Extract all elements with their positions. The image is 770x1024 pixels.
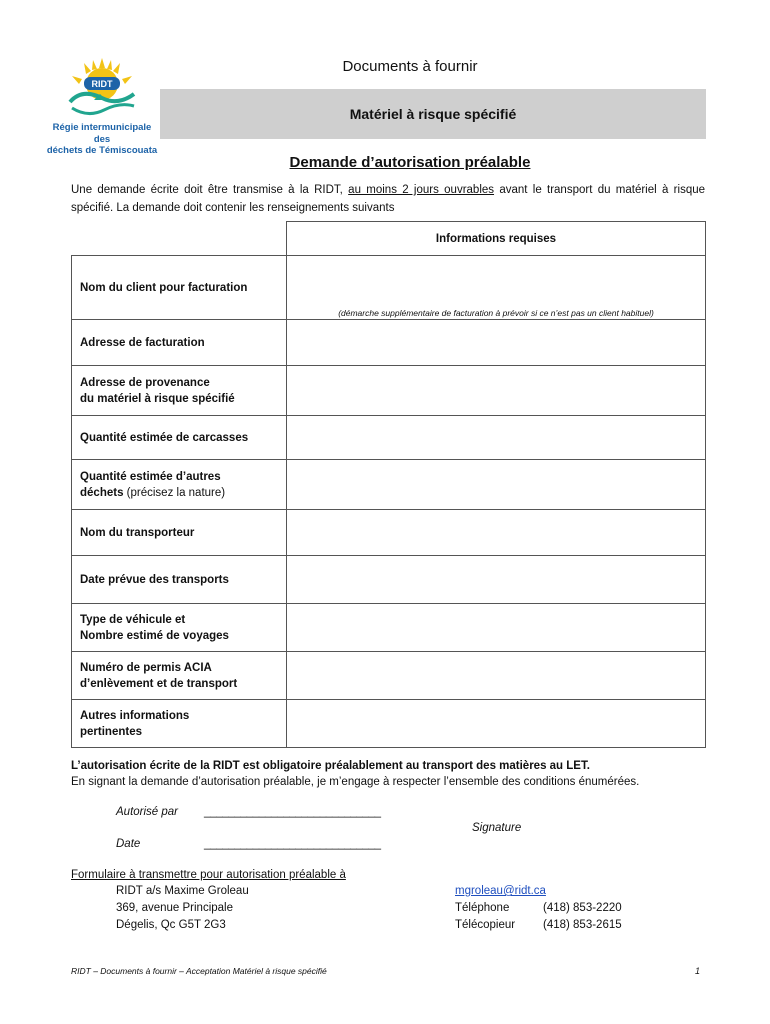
authorized-by-label: Autorisé par — [116, 806, 179, 818]
row-label-other-info: Autres informations pertinentes — [72, 700, 287, 748]
field-transport-date[interactable] — [287, 556, 706, 604]
field-carrier-name[interactable] — [287, 510, 706, 556]
phone-number: (418) 853-2220 — [543, 902, 622, 914]
row-label-carrier-name: Nom du transporteur — [72, 510, 287, 556]
contact-channels — [455, 883, 622, 934]
signature-label: Signature — [472, 822, 522, 834]
table-row — [72, 460, 706, 510]
contact-name: RIDT a/s Maxime Groleau — [116, 885, 249, 897]
table-row — [72, 320, 706, 366]
table-corner — [72, 222, 287, 256]
date-line[interactable]: _____________________________ — [204, 838, 381, 850]
page-footer: RIDT – Documents à fournir – Acceptation Matériel à risque spécifié — [71, 966, 327, 976]
row-label-carcass-quantity: Quantité estimée de carcasses — [72, 416, 287, 460]
table-header-row — [72, 222, 706, 256]
intro-before: Une demande écrite doit être transmise à la RIDT, — [71, 184, 349, 196]
page-number: 1 — [695, 966, 701, 976]
phone-label: Téléphone — [455, 902, 510, 914]
logo-caption — [46, 122, 158, 157]
field-permit-number[interactable] — [287, 652, 706, 700]
authorized-by-line[interactable]: _____________________________ — [204, 806, 381, 818]
table-row — [72, 700, 706, 748]
field-client-name[interactable] — [287, 256, 706, 320]
subtitle: Matériel à risque spécifié — [349, 106, 517, 122]
row-label-other-waste: Quantité estimée d’autres déchets (précisez la nature) — [72, 460, 287, 510]
table-row — [72, 556, 706, 604]
logo-caption-line2: déchets de Témiscouata — [46, 145, 158, 156]
row-label-origin-address: Adresse de provenance du matériel à risque spécifié — [72, 366, 287, 416]
contact-street: 369, avenue Principale — [116, 902, 233, 914]
row-label-transport-date: Date prévue des transports — [72, 556, 287, 604]
intro-paragraph — [71, 181, 705, 217]
table-row — [72, 416, 706, 460]
row-label-vehicle-type: Type de véhicule et Nombre estimé de voyages — [72, 604, 287, 652]
field-carcass-quantity[interactable] — [287, 416, 706, 460]
table-header: Informations requises — [287, 222, 706, 256]
row-label-client-name: Nom du client pour facturation — [72, 256, 287, 320]
billing-note: (démarche supplémentaire de facturation à prévoir si ce n’est pas un client habituel) — [338, 308, 654, 318]
sun-recycle-icon — [64, 58, 140, 122]
table-row — [72, 652, 706, 700]
logo-caption-line1: Régie intermunicipale des — [52, 122, 152, 145]
intro-after: avant le transport du matériel à risque spécifié. La demande doit contenir les renseignements suivants — [71, 184, 705, 214]
contact-city: Dégelis, Qc G5T 2G3 — [116, 919, 226, 931]
field-billing-address[interactable] — [287, 320, 706, 366]
subtitle-bar — [160, 89, 706, 139]
mailing-address — [116, 883, 249, 934]
engagement-statement: En signant la demande d’autorisation préalable, je m’engage à respecter l’ensemble des conditions énumérées. — [71, 776, 640, 788]
transmit-heading: Formulaire à transmettre pour autorisation préalable à — [71, 869, 346, 881]
row-label-billing-address: Adresse de facturation — [72, 320, 287, 366]
field-origin-address[interactable] — [287, 366, 706, 416]
document-title: Documents à fournir — [342, 58, 478, 75]
field-other-waste[interactable] — [287, 460, 706, 510]
fax-label: Télécopieur — [455, 919, 516, 931]
contact-email-link[interactable]: mgroleau@ridt.ca — [455, 885, 546, 897]
date-label: Date — [116, 838, 141, 850]
row-label-permit-number: Numéro de permis ACIA d’enlèvement et de transport — [72, 652, 287, 700]
required-info-table — [71, 221, 706, 748]
field-vehicle-type[interactable] — [287, 604, 706, 652]
fax-number: (418) 853-2615 — [543, 919, 622, 931]
intro-deadline: au moins 2 jours ouvrables — [348, 184, 495, 196]
table-row — [72, 256, 706, 320]
table-row — [72, 366, 706, 416]
logo-badge-text: RIDT — [91, 79, 113, 89]
obligation-statement: L’autorisation écrite de la RIDT est obligatoire préalablement au transport des matières au LET. — [71, 760, 590, 772]
table-row — [72, 510, 706, 556]
field-other-info[interactable] — [287, 700, 706, 748]
table-row — [72, 604, 706, 652]
ridt-logo — [46, 58, 158, 156]
form-title: Demande d’autorisation préalable — [289, 154, 531, 171]
